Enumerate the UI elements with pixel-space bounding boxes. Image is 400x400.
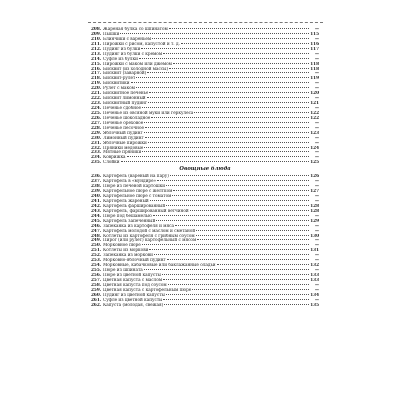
dot-leader [141, 48, 309, 49]
entry-title: Картофель, фаршированный ветчиной [103, 208, 189, 213]
dot-leader [181, 43, 309, 44]
entry-title: Морковное пюре [103, 243, 141, 248]
entry-number: 251. [91, 248, 102, 253]
entry-title: Запеканка из моркови [103, 253, 153, 258]
entry-page: — [314, 282, 319, 287]
entry-page: 122 [310, 115, 319, 120]
entry-page: — [314, 253, 319, 258]
entry-page: 124 [310, 145, 319, 150]
entry-page: — [314, 135, 319, 140]
dot-leader [164, 304, 309, 305]
dot-leader [166, 205, 309, 206]
entry-number: 224. [91, 106, 102, 110]
entry-number: 227. [91, 120, 102, 125]
dot-leader [131, 82, 310, 83]
top-divider [88, 22, 323, 23]
entry-page: — [314, 27, 319, 31]
dot-leader [145, 137, 309, 138]
dot-leader [120, 33, 309, 34]
entry-title: Пудинг из цветной капусты [103, 292, 165, 297]
dot-leader [217, 264, 309, 265]
entry-number: 215. [91, 61, 102, 66]
entry-title: Блинчики с вареньем [103, 36, 152, 41]
dot-leader [145, 127, 309, 128]
entry-page: — [314, 223, 319, 228]
entry-number: 220. [91, 86, 102, 91]
entry-page: — [314, 81, 319, 86]
entry-title: Пряники медовые [103, 145, 144, 150]
entry-title: Пудинг из булки [103, 46, 141, 51]
dot-leader [152, 38, 309, 39]
entry-page: — [314, 238, 319, 243]
entry-number: 210. [91, 36, 102, 41]
dot-leader [192, 289, 309, 290]
entry-title: Капуста (молодая, свежая) [103, 302, 164, 307]
dot-leader [170, 175, 309, 176]
entry-title: Пирожки с маком или джемом [103, 61, 172, 66]
dot-leader [162, 274, 309, 275]
entry-title: Цветная капуста с маслом [103, 277, 163, 282]
dot-leader [166, 294, 309, 295]
entry-number: 232. [91, 145, 102, 150]
entry-number: 208. [91, 27, 102, 31]
entry-title: Лимонный пудинг [103, 135, 144, 140]
dot-leader [153, 215, 309, 216]
table-of-contents [91, 27, 319, 308]
entry-title: Бисквитный пудинг [103, 101, 148, 106]
entry-title: Печенье сдобное [103, 106, 142, 110]
dot-leader [169, 28, 309, 29]
entry-number: 242. [91, 203, 102, 208]
entry-number: 254. [91, 263, 102, 268]
entry-title: Цветная капуста под соусом [103, 282, 167, 287]
entry-page: 127 [310, 189, 319, 194]
dot-leader [148, 102, 309, 103]
dot-leader [142, 151, 309, 152]
entry-title: Яблочный пудинг [103, 130, 143, 135]
entry-page: — [314, 243, 319, 248]
entry-page: — [314, 106, 319, 110]
entry-title: Пюре из цветной капусты [103, 273, 161, 277]
entry-page: 119 [310, 76, 319, 81]
dot-leader [157, 180, 309, 181]
entry-title: Картофель запеченный [103, 218, 156, 223]
entry-page: 118 [310, 61, 319, 66]
entry-number: 261. [91, 297, 102, 302]
dot-leader [156, 220, 309, 221]
entry-page: — [314, 140, 319, 145]
entry-page: — [314, 120, 319, 125]
entry-number: 214. [91, 56, 102, 61]
dot-leader [154, 254, 309, 255]
entry-title: Цветная капуста с картофельным пюре [103, 287, 192, 292]
dot-leader [139, 58, 309, 59]
entry-number: 226. [91, 115, 102, 120]
dot-leader [166, 185, 309, 186]
entry-page: — [314, 297, 319, 302]
entry-title: Пюре из печеной картошки [103, 184, 166, 189]
entry-title: Котлеты из картофеля с грибным соусом [103, 233, 195, 238]
entry-number: 239. [91, 189, 102, 194]
dot-leader [147, 97, 309, 98]
entry-number: 252. [91, 253, 102, 258]
entry-number: 243. [91, 208, 102, 213]
entry-number: 257. [91, 277, 102, 282]
entry-page: 122 [310, 110, 319, 115]
entry-number: 237. [91, 179, 102, 184]
dot-leader [169, 68, 309, 69]
entry-page: 132 [310, 263, 319, 268]
entry-title: Печенье шоколадное [103, 115, 151, 120]
entry-number: 240. [91, 194, 102, 198]
entry-number: 253. [91, 258, 102, 263]
entry-number: 249. [91, 238, 102, 243]
entry-number: 259. [91, 287, 102, 292]
entry-number: 258. [91, 282, 102, 287]
dot-leader [144, 269, 309, 270]
entry-page: — [314, 179, 319, 184]
dot-leader [144, 132, 309, 133]
entry-title: Пюре из шпината [103, 268, 143, 273]
entry-page: — [314, 213, 319, 218]
entry-page: — [314, 36, 319, 41]
entry-number: 236. [91, 174, 102, 179]
entry-page: — [314, 150, 319, 155]
entry-title: Печенье песочное [103, 125, 144, 130]
entry-number: 241. [91, 198, 102, 203]
entry-page: 128 [310, 203, 319, 208]
dot-leader [149, 92, 309, 93]
dot-leader [163, 279, 309, 280]
entry-page: 116 [310, 41, 319, 46]
dot-leader [190, 210, 309, 211]
entry-title: Бисквит-рулет [103, 76, 136, 81]
entry-page: — [314, 287, 319, 292]
entry-title: Бисквит лимонный [103, 96, 146, 101]
dot-leader [121, 161, 309, 162]
dot-leader [142, 107, 309, 108]
entry-number: 260. [91, 292, 102, 297]
dot-leader [173, 190, 309, 191]
dot-leader [163, 53, 309, 54]
entry-number: 225. [91, 110, 102, 115]
entry-page: 131 [310, 248, 319, 253]
entry-number: 221. [91, 91, 102, 96]
dot-leader [196, 230, 309, 231]
dot-leader [173, 63, 309, 64]
entry-page: — [314, 71, 319, 76]
dot-leader [127, 156, 309, 157]
entry-page: — [314, 268, 319, 273]
entry-page: 130 [310, 233, 319, 238]
dot-leader [147, 72, 309, 73]
entry-number: 216. [91, 66, 102, 71]
entry-number: 238. [91, 184, 102, 189]
dot-leader [197, 239, 309, 240]
entry-number: 218. [91, 76, 102, 81]
entry-page: — [314, 228, 319, 233]
entry-title: Пюре под бешамелью [103, 213, 152, 218]
entry-page: — [314, 194, 319, 198]
entry-page: 129 [310, 218, 319, 223]
entry-number: 233. [91, 150, 102, 155]
entry-title: Картофель фаршированный [103, 203, 166, 208]
dot-leader [175, 225, 309, 226]
dot-leader [168, 284, 309, 285]
entry-page: — [314, 198, 319, 203]
entry-number: 245. [91, 218, 102, 223]
entry-title: Пирожки с рисом, капустой и т. д. [103, 41, 180, 46]
dot-leader [196, 235, 309, 236]
entry-title: Морковные, кабачковые или баклажанные оладьи [103, 263, 216, 268]
entry-number: 231. [91, 140, 102, 145]
entry-page: 126 [310, 174, 319, 179]
entry-title: Печенье из овсяной муки или геркулеса [103, 110, 194, 115]
dot-leader [144, 147, 309, 148]
entry-page: — [314, 86, 319, 91]
dot-leader [149, 249, 309, 250]
entry-number: 244. [91, 213, 102, 218]
entry-title: Жареная булка со шпинатом [103, 27, 168, 31]
entry-number: 219. [91, 81, 102, 86]
dot-leader [148, 142, 309, 143]
entry-page: — [314, 155, 319, 160]
entry-page: — [314, 125, 319, 130]
entry-page: — [314, 258, 319, 263]
entry-title: Бисквитное печенье [103, 91, 149, 96]
dot-leader [172, 195, 309, 196]
entry-number: 209. [91, 31, 102, 36]
entry-title: Пирог (или рулет) картофельный с мясом [103, 238, 197, 243]
entry-title: Пышки [103, 31, 120, 36]
entry-number: 217. [91, 71, 102, 76]
entry-page: — [314, 184, 319, 189]
entry-title: Печенье ореховое [103, 120, 144, 125]
entry-title: Бисквит (из холодной массы) [103, 66, 169, 71]
entry-page: — [314, 96, 319, 101]
entry-title: Слойки [103, 160, 120, 165]
entry-title: Бисквит (заварной) [103, 71, 147, 76]
entry-page: 118 [310, 66, 319, 71]
entry-page: — [314, 51, 319, 56]
entry-title: Рулет с маком [103, 86, 135, 91]
entry-page: — [314, 56, 319, 61]
entry-number: 212. [91, 46, 102, 51]
dot-leader [136, 87, 309, 88]
entry-number: 250. [91, 243, 102, 248]
entry-number: 246. [91, 223, 102, 228]
dot-leader [151, 117, 309, 118]
toc-entry [91, 303, 319, 308]
dot-leader [150, 200, 309, 201]
entry-page: 121 [310, 101, 319, 106]
entry-page: 117 [310, 46, 319, 51]
section-heading: Овощные блюда [179, 166, 231, 173]
dot-leader [144, 122, 309, 123]
entry-title: Картофель молодой с маслом и сметаной [103, 228, 196, 233]
entry-number: 262. [91, 302, 102, 307]
entry-number: 255. [91, 268, 102, 273]
dot-leader [136, 77, 309, 78]
entry-page: 133 [310, 273, 319, 277]
dot-leader [194, 112, 309, 113]
entry-number: 234. [91, 155, 102, 160]
entry-page: 123 [310, 130, 319, 135]
entry-title: Запеканка из картофеля и мяса [103, 223, 175, 228]
entry-title: Картофельное пюре с томатом [103, 194, 172, 198]
entry-page: 133 [310, 277, 319, 282]
entry-number: 230. [91, 135, 102, 140]
dot-leader [167, 259, 309, 260]
entry-number: 235. [91, 160, 102, 165]
entry-number: 228. [91, 125, 102, 130]
entry-title: Бисквитики [103, 81, 130, 86]
entry-title: Морковно-яблочный пудинг [103, 258, 166, 263]
entry-title: Картофель в «мундире» [103, 179, 157, 184]
entry-number: 222. [91, 96, 102, 101]
entry-page: 135 [310, 302, 319, 307]
entry-number: 248. [91, 233, 102, 238]
entry-title: Картофель жареный [103, 198, 149, 203]
entry-number: 247. [91, 228, 102, 233]
entry-page: 125 [310, 160, 319, 165]
entry-number: 229. [91, 130, 102, 135]
entry-page: 115 [310, 31, 319, 36]
entry-title: Мятные пряники [103, 150, 142, 155]
entry-title: Картофель (вареный на пару) [103, 174, 169, 179]
entry-number: 256. [91, 273, 102, 277]
entry-title: Коврижка [103, 155, 126, 160]
dot-leader [142, 244, 309, 245]
entry-page: 128 [310, 208, 319, 213]
entry-page: 120 [310, 91, 319, 96]
entry-title: Картофельное пюре с желтком [103, 189, 173, 194]
entry-title: Суфле из булки [103, 56, 138, 61]
entry-title: Котлеты из моркови [103, 248, 149, 253]
entry-number: 211. [91, 41, 102, 46]
dot-leader [163, 299, 309, 300]
entry-number: 223. [91, 101, 102, 106]
entry-title: Яблочные пирожки [103, 140, 147, 145]
entry-page: 134 [310, 292, 319, 297]
entry-number: 213. [91, 51, 102, 56]
entry-title: Суфле из цветной капусты [103, 297, 163, 302]
entry-title: Пудинг из булки с кремом [103, 51, 163, 56]
